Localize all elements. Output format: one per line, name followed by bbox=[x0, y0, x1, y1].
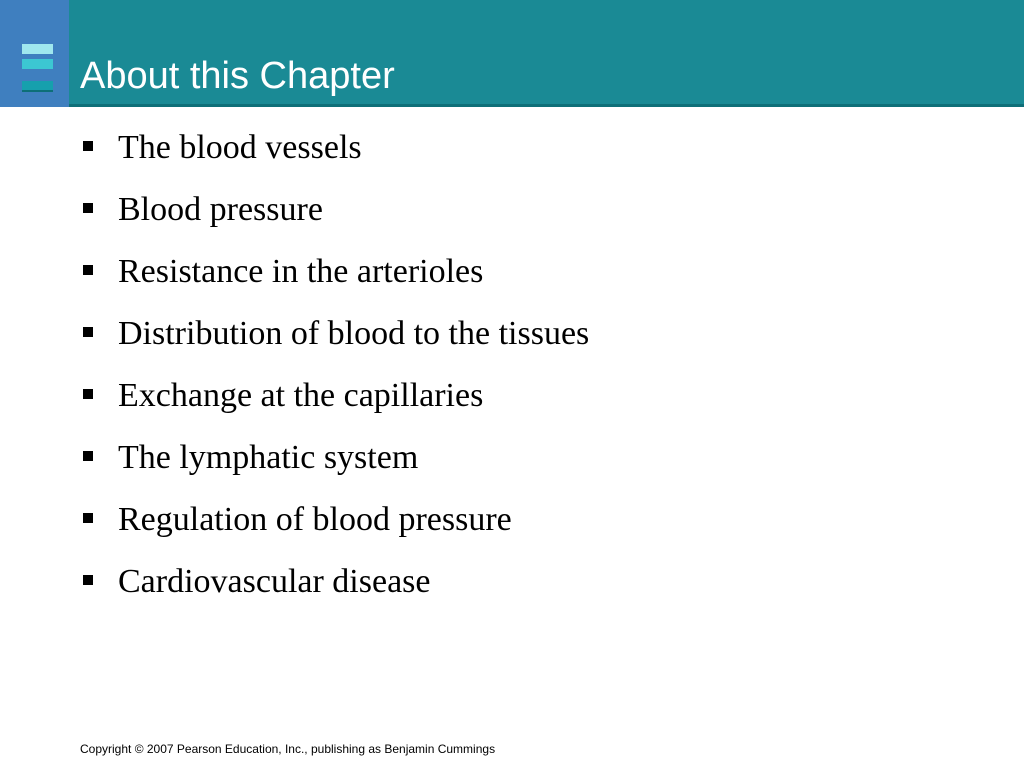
square-bullet-icon bbox=[83, 141, 93, 151]
bullet-item bbox=[0, 311, 1024, 373]
copyright-footer: Copyright © 2007 Pearson Education, Inc., publishing as Benjamin Cummings bbox=[80, 742, 496, 756]
bullet-text: The lymphatic system bbox=[118, 439, 419, 476]
bullet-item bbox=[0, 373, 1024, 435]
bullet-list bbox=[0, 125, 1024, 621]
bullet-text: Blood pressure bbox=[118, 191, 323, 228]
bullet-text: Cardiovascular disease bbox=[118, 563, 431, 600]
bullet-text: Distribution of blood to the tissues bbox=[118, 315, 590, 352]
square-bullet-icon bbox=[83, 265, 93, 275]
logo-stripe-shadow bbox=[22, 90, 53, 92]
square-bullet-icon bbox=[83, 513, 93, 523]
bullet-text: The blood vessels bbox=[118, 129, 362, 166]
square-bullet-icon bbox=[83, 451, 93, 461]
bullet-item bbox=[0, 249, 1024, 311]
bullet-text: Regulation of blood pressure bbox=[118, 501, 512, 538]
logo-stripe-top bbox=[22, 44, 53, 54]
square-bullet-icon bbox=[83, 575, 93, 585]
bullet-item bbox=[0, 187, 1024, 249]
bullet-text: Resistance in the arterioles bbox=[118, 253, 484, 290]
bullet-item bbox=[0, 497, 1024, 559]
bullet-item bbox=[0, 125, 1024, 187]
square-bullet-icon bbox=[83, 389, 93, 399]
bullet-item bbox=[0, 435, 1024, 497]
square-bullet-icon bbox=[83, 327, 93, 337]
logo-stripe-middle bbox=[22, 59, 53, 69]
stacked-stripes-logo-icon bbox=[0, 0, 69, 107]
logo-stripe-bottom bbox=[22, 81, 53, 90]
slide-title: About this Chapter bbox=[80, 55, 395, 97]
header-divider bbox=[0, 104, 1024, 107]
bullet-text: Exchange at the capillaries bbox=[118, 377, 484, 414]
bullet-item bbox=[0, 559, 1024, 621]
square-bullet-icon bbox=[83, 203, 93, 213]
